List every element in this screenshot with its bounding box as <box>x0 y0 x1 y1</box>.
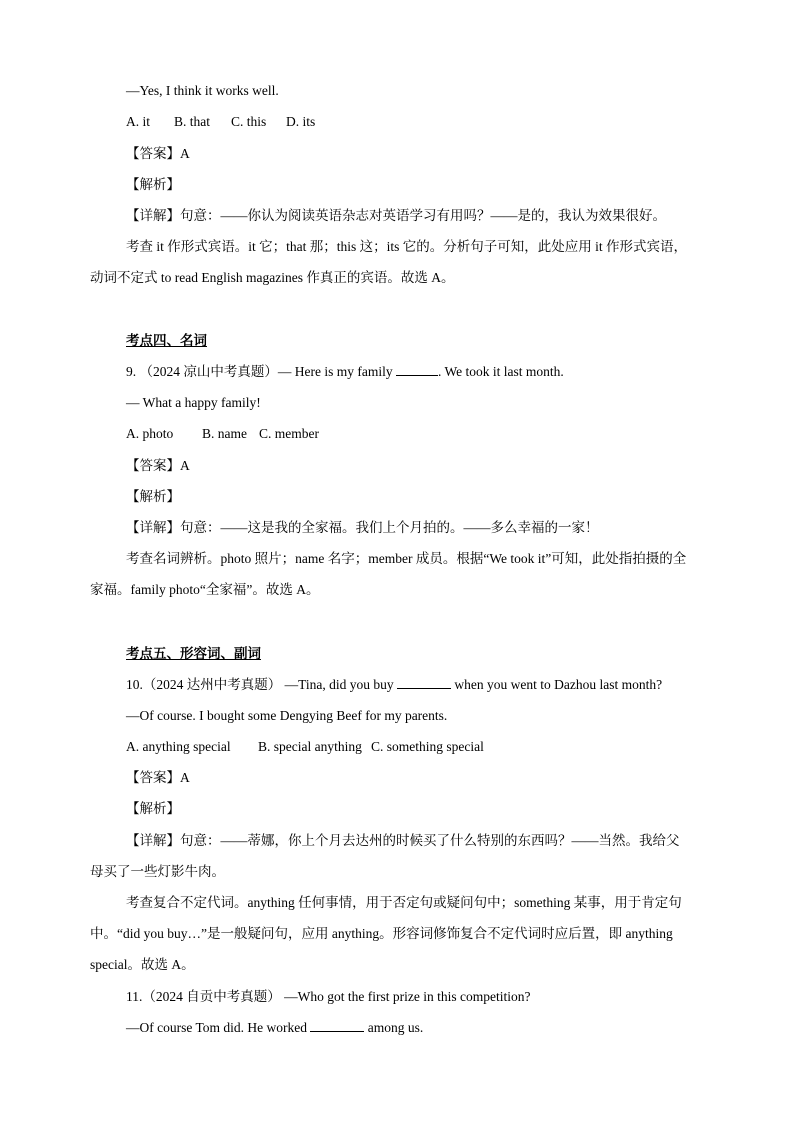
option-c: C. this <box>231 114 267 129</box>
reply-line <box>126 1018 423 1038</box>
explanation-line: special。故选 A。 <box>90 957 195 972</box>
question-text: when you went to Dazhou last month? <box>454 677 663 692</box>
reply-line: — What a happy family! <box>126 395 261 410</box>
option-a: A. photo <box>126 426 174 441</box>
answer-line: 【答案】A <box>126 146 190 161</box>
question-text: among us. <box>367 1020 424 1035</box>
explanation-line: 家福。family photo“全家福”。故选 A。 <box>90 582 320 597</box>
question-text: . We took it last month. <box>437 364 564 379</box>
explanation-line: 考查名词辨析。photo 照片；name 名字；member 成员。根据“We took it”可知，此处指拍摄的全 <box>126 551 687 566</box>
option-b: B. name <box>202 426 247 441</box>
option-d: D. its <box>286 114 316 129</box>
explanation-line: 中。“did you buy…”是一般疑问句，应用 anything。形容词修饰复合不定代词时应后置，即 anything <box>90 926 673 941</box>
options-line <box>126 112 315 132</box>
section-heading: 考点四、名词 <box>126 333 207 348</box>
question-9 <box>126 362 564 382</box>
question-10 <box>126 675 662 695</box>
options-line <box>126 424 319 444</box>
detail-line: 【详解】句意：——蒂娜，你上个月去达州的时候买了什么特别的东西吗？——当然。我给父 <box>126 833 680 848</box>
option-c: C. member <box>259 426 319 441</box>
detail-line: 母买了一些灯影牛肉。 <box>90 864 225 879</box>
detail-line: 【详解】句意：——这是我的全家福。我们上个月拍的。——多么幸福的一家！ <box>126 520 599 535</box>
section-heading: 考点五、形容词、副词 <box>126 646 261 661</box>
explanation-line: 考查复合不定代词。anything 任何事情，用于否定句或疑问句中；something 某事，用于肯定句 <box>126 895 682 910</box>
analysis-label: 【解析】 <box>126 489 180 504</box>
analysis-label: 【解析】 <box>126 177 180 192</box>
option-a: A. anything special <box>126 739 231 754</box>
explanation-line: 动词不定式 to read English magazines 作真正的宾语。故选 A。 <box>90 270 455 285</box>
answer-blank <box>397 675 451 689</box>
reply-line: —Of course. I bought some Dengying Beef for my parents. <box>126 708 448 723</box>
answer-line: 【答案】A <box>126 770 190 785</box>
question-text: —Of course Tom did. He worked <box>126 1020 308 1035</box>
option-c: C. something special <box>371 739 484 754</box>
question-text: 10.（2024 达州中考真题） —Tina, did you buy <box>126 677 394 692</box>
option-a: A. it <box>126 114 151 129</box>
option-b: B. special anything <box>258 739 362 754</box>
question-text: 9. （2024 凉山中考真题）— Here is my family <box>126 364 393 379</box>
explanation-line: 考查 it 作形式宾语。it 它；that 那；this 这；its 它的。分析句子可知，此处应用 it 作形式宾语， <box>126 239 688 254</box>
options-line <box>126 737 484 757</box>
detail-line: 【详解】句意：——你认为阅读英语杂志对英语学习有用吗？——是的，我认为效果很好。 <box>126 208 666 223</box>
analysis-label: 【解析】 <box>126 801 180 816</box>
reply-line: —Yes, I think it works well. <box>126 83 279 98</box>
option-b: B. that <box>174 114 210 129</box>
answer-blank <box>396 362 438 376</box>
question-11: 11.（2024 自贡中考真题） —Who got the first prize in this competition? <box>126 989 531 1004</box>
answer-line: 【答案】A <box>126 458 190 473</box>
answer-blank <box>310 1018 364 1032</box>
